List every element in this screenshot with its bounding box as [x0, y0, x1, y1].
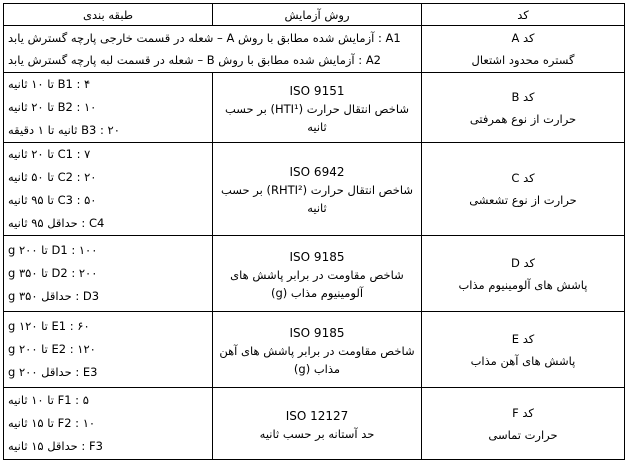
class-item: E3 : حداقل ۲۰۰ g	[8, 365, 98, 379]
header-row	[4, 4, 625, 26]
note-a2: A2 : آزمایش شده مطابق با روش B – شعله در قسمت لبه پارچه گسترش یابد	[8, 53, 381, 67]
code-cell-a	[422, 26, 625, 73]
code-label: کد B	[511, 89, 535, 104]
class-item: B3 : ۲۰ ثانیه تا ۱ دقیقه	[8, 123, 120, 137]
method-description: شاخص انتقال حرارت (HTI¹) بر حسب ثانیه	[224, 101, 410, 134]
classification-table	[3, 3, 625, 460]
row-a	[4, 26, 625, 73]
code-label: کد F	[512, 405, 534, 420]
code-description: گستره محدود اشتعال	[471, 53, 575, 67]
class-item: F2 : ۱۰ تا ۱۵ ثانیه	[8, 416, 96, 430]
note-a1: A1 : آزمایش شده مطابق با روش A – شعله در قسمت خارجی پارچه گسترش یابد	[8, 31, 401, 45]
class-item: E1 : ۶۰ تا ۱۲۰ g	[8, 319, 90, 333]
class-item: C4 : حداقل ۹۵ ثانیه	[8, 216, 105, 230]
method-cell-c	[213, 143, 422, 236]
code-label: کد C	[511, 171, 535, 185]
code-cell-c	[422, 143, 625, 236]
method-description: شاخص مقاومت در برابر پاشش های آلومینیوم مذاب (g)	[230, 267, 404, 300]
standard-label: ISO 12127	[285, 408, 349, 423]
standard-label: ISO 9151	[289, 83, 345, 98]
class-item: F1 : ۵ تا ۱۰ ثانیه	[8, 393, 89, 407]
method-cell-d	[213, 236, 422, 312]
row-f	[4, 388, 625, 460]
row-d	[4, 236, 625, 312]
classes-cell-c	[4, 143, 213, 236]
class-item: C1 : ۷ تا ۲۰ ثانیه	[8, 147, 91, 161]
standard-label: ISO 9185	[289, 249, 345, 264]
class-item: D1 : ۱۰۰ تا ۲۰۰ g	[8, 243, 98, 257]
row-c	[4, 143, 625, 236]
method-cell-b	[213, 73, 422, 143]
classes-cell-d	[4, 236, 213, 312]
code-label: کد D	[510, 255, 536, 270]
class-item: B2 : ۱۰ تا ۲۰ ثانیه	[8, 100, 97, 114]
method-description: شاخص انتقال حرارت (RHTI²) بر حسب ثانیه	[220, 183, 414, 215]
standard-label: ISO 6942	[289, 165, 345, 179]
class-item: F3 : حداقل ۱۵ ثانیه	[8, 439, 103, 453]
classes-cell-e	[4, 312, 213, 388]
class-item: D2 : ۲۰۰ تا ۳۵۰ g	[8, 266, 98, 280]
code-label: کد E	[511, 331, 535, 346]
class-item: D3 : حداقل ۳۵۰ g	[8, 289, 100, 303]
code-cell-d	[422, 236, 625, 312]
header-method: روش آزمایش	[213, 4, 422, 26]
code-description: پاشش های آلومینیوم مذاب	[458, 277, 588, 292]
class-item: B1 : ۴ تا ۱۰ ثانیه	[8, 77, 91, 91]
method-description: حد آستانه بر حسب ثانیه	[259, 426, 375, 441]
classes-cell-f	[4, 388, 213, 460]
header-classification: طبقه بندی	[4, 4, 213, 26]
class-item: C2 : ۲۰ تا ۵۰ ثانیه	[8, 170, 97, 184]
notes-cell-a	[4, 26, 422, 73]
code-cell-f	[422, 388, 625, 460]
method-description: شاخص مقاومت در برابر پاشش های آهن مذاب (g)	[219, 343, 415, 376]
code-description: حرارت از نوع همرفتی	[469, 111, 577, 126]
row-e	[4, 312, 625, 388]
class-item: E2 : ۱۲۰ تا ۲۰۰ g	[8, 342, 96, 356]
header-code: کد	[422, 4, 625, 26]
standard-label: ISO 9185	[289, 325, 345, 340]
code-description: پاشش های آهن مذاب	[470, 353, 576, 368]
method-cell-e	[213, 312, 422, 388]
code-description: حرارت تماسی	[488, 427, 558, 442]
classes-cell-b	[4, 73, 213, 143]
class-item: C3 : ۵۰ تا ۹۵ ثانیه	[8, 193, 97, 207]
row-b	[4, 73, 625, 143]
code-label: کد A	[511, 31, 535, 45]
method-cell-f	[213, 388, 422, 460]
code-cell-e	[422, 312, 625, 388]
code-cell-b	[422, 73, 625, 143]
code-description: حرارت از نوع تشعشی	[469, 193, 577, 207]
